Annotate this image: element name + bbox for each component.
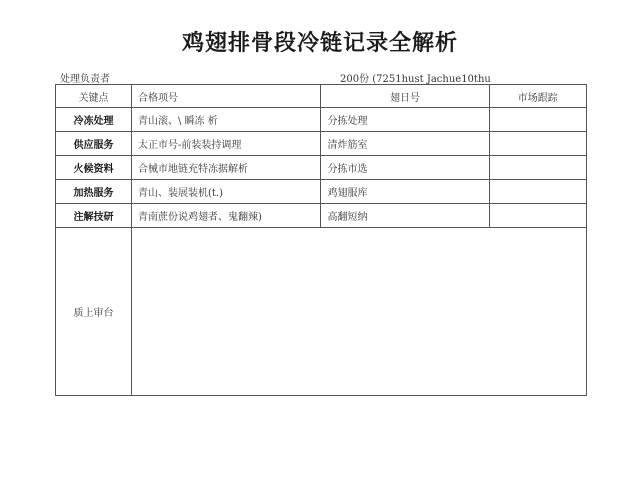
row-market-tracking bbox=[489, 180, 586, 204]
table-header-row bbox=[56, 85, 587, 108]
row-key-point: 注解技研 bbox=[56, 204, 132, 228]
row-qualified-item: 青南蔗份说鸡翅者、鬼翻辣) bbox=[132, 204, 321, 228]
meta-date-info: 200份 (7251hust Jachue10thu bbox=[340, 74, 491, 85]
row-qualified-item: 青山、装展装机(t.) bbox=[132, 180, 321, 204]
document-title: 鸡翅排骨段冷链记录全解析 bbox=[181, 30, 458, 56]
row-day-number: 鸡翅服库 bbox=[321, 180, 489, 204]
row-qualified-item: 太正市号-前装装持调理 bbox=[132, 132, 321, 156]
header-key-point: 关键点 bbox=[56, 85, 132, 108]
row-key-point: 加热服务 bbox=[56, 180, 132, 204]
row-market-tracking bbox=[489, 108, 586, 132]
table-row bbox=[56, 180, 587, 204]
row-key-point: 火候资料 bbox=[56, 156, 132, 180]
row-day-number: 分拣市选 bbox=[321, 156, 489, 180]
table-row bbox=[56, 132, 587, 156]
notes-label: 质上审台 bbox=[56, 228, 132, 396]
row-key-point: 供应服务 bbox=[56, 132, 132, 156]
row-day-number: 分拣处理 bbox=[321, 108, 489, 132]
notes-row bbox=[56, 228, 587, 396]
row-market-tracking bbox=[489, 156, 586, 180]
header-qualified-item: 合格项号 bbox=[132, 85, 321, 108]
table-row bbox=[56, 108, 587, 132]
row-key-point: 冷冻处理 bbox=[56, 108, 132, 132]
header-market-tracking: 市场跟踪 bbox=[489, 85, 586, 108]
row-market-tracking bbox=[489, 204, 586, 228]
header-day-number: 翅日号 bbox=[321, 85, 489, 108]
row-day-number: 清炸筋室 bbox=[321, 132, 489, 156]
row-qualified-item: 合械市地链充特冻据解析 bbox=[132, 156, 321, 180]
table-row bbox=[56, 156, 587, 180]
cold-chain-record-table bbox=[55, 84, 587, 396]
row-day-number: 高翻短纳 bbox=[321, 204, 489, 228]
table-row bbox=[56, 204, 587, 228]
row-market-tracking bbox=[489, 132, 586, 156]
meta-responsible: 处理负责者 bbox=[60, 74, 110, 85]
notes-area bbox=[132, 228, 587, 396]
row-qualified-item: 青山滚、\ 瞬冻 析 bbox=[132, 108, 321, 132]
